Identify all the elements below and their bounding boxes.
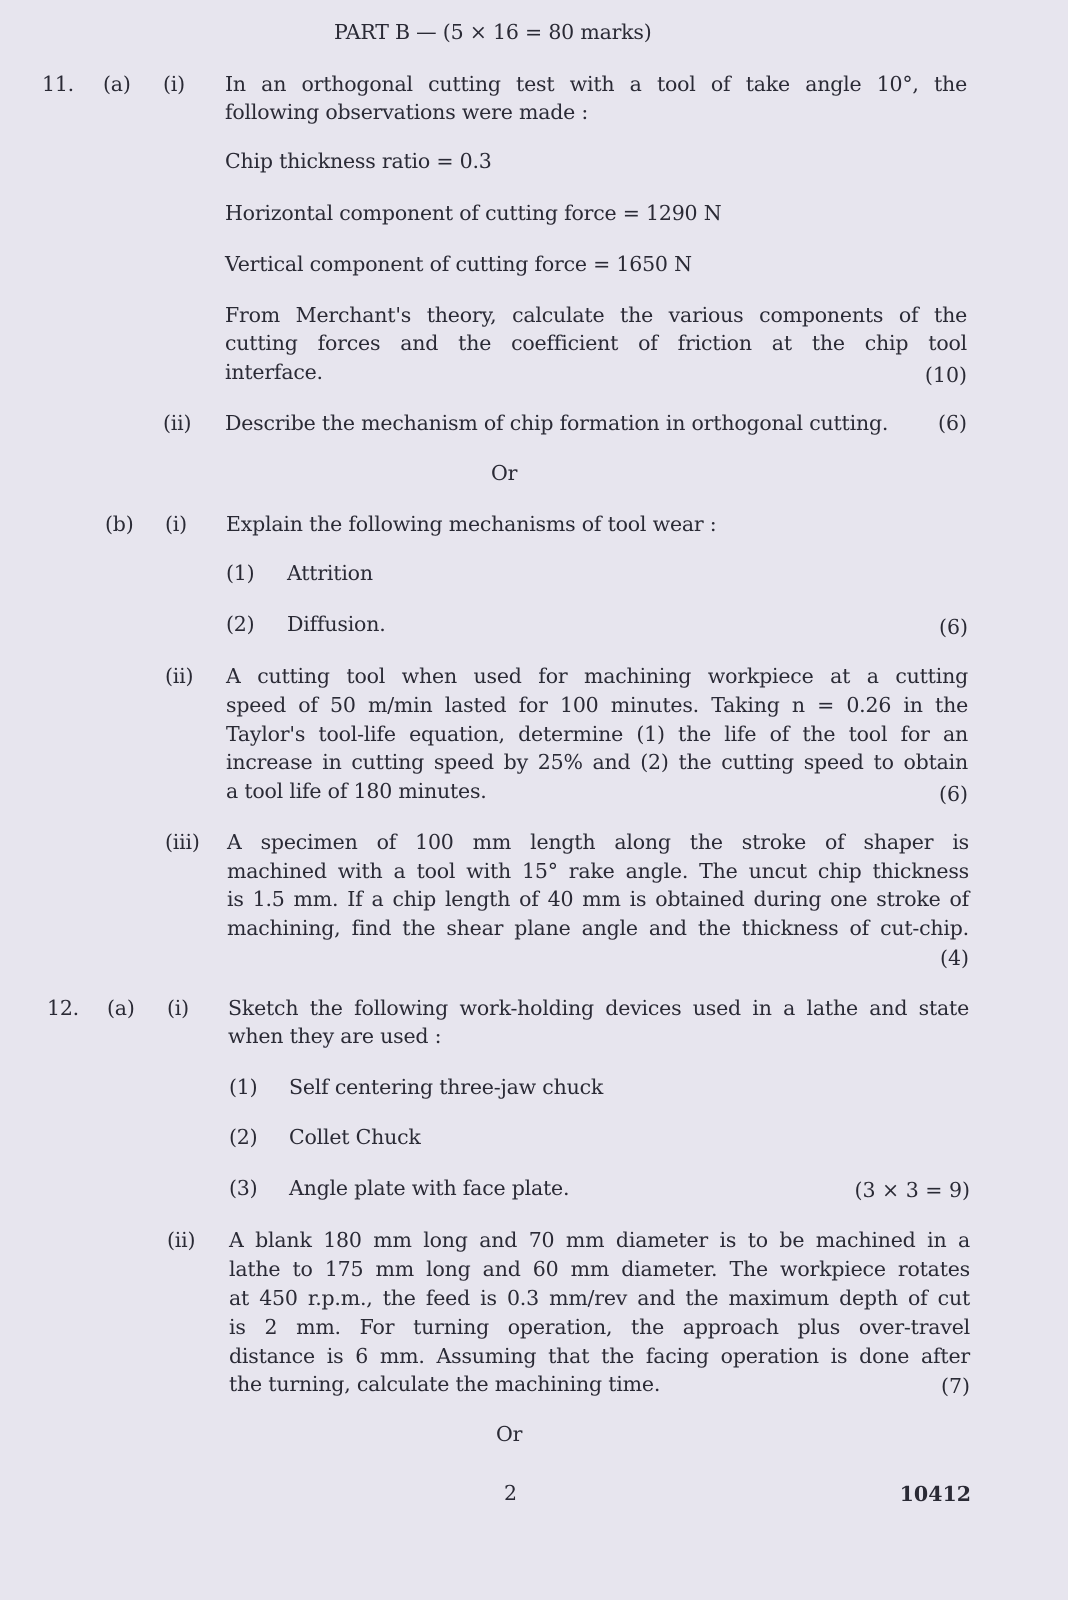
text-line: Taylor's tool-life equation, determine (1) the life of the tool for an — [226, 722, 968, 746]
question-number: 12. — [47, 996, 80, 1020]
item-text: Diffusion. — [287, 612, 386, 636]
text-line: cutting forces and the coefficient of friction at the chip tool — [225, 331, 967, 355]
text-line: machined with a tool with 15° rake angle. The uncut chip thickness — [227, 859, 969, 883]
text-line: a tool life of 180 minutes. — [226, 779, 487, 803]
text-line: following observations were made : — [225, 100, 589, 124]
item-text: Collet Chuck — [289, 1125, 421, 1149]
marks: (6) — [937, 411, 967, 435]
observation: Vertical component of cutting force = 1650 N — [225, 252, 692, 276]
text-line: In an orthogonal cutting test with a tool of take angle 10°, the — [225, 72, 967, 96]
text-line: speed of 50 m/min lasted for 100 minutes. Taking n = 0.26 in the — [226, 693, 968, 717]
item-number: (2) — [229, 1125, 258, 1149]
text-line: is 1.5 mm. If a chip length of 40 mm is obtained during one stroke of — [227, 887, 969, 911]
text-line: increase in cutting speed by 25% and (2) the cutting speed to obtain — [226, 750, 968, 774]
paper-code: 10412 — [899, 1482, 971, 1506]
text-line: at 450 r.p.m., the feed is 0.3 mm/rev and the maximum depth of cut — [229, 1286, 970, 1310]
text-line: distance is 6 mm. Assuming that the facing operation is done after — [229, 1344, 970, 1368]
part-label: (a) — [103, 72, 131, 96]
subpart-label: (iii) — [165, 830, 200, 854]
item-number: (3) — [229, 1176, 258, 1200]
text-line: machining, find the shear plane angle and the thickness of cut-chip. — [227, 916, 969, 940]
item-text: Angle plate with face plate. — [289, 1176, 570, 1200]
part-label: (b) — [105, 512, 134, 536]
or-separator: Or — [496, 1422, 523, 1446]
part-heading: PART B — (5 × 16 = 80 marks) — [334, 20, 652, 44]
text-line: is 2 mm. For turning operation, the approach plus over-travel — [229, 1315, 970, 1339]
subpart-label: (i) — [163, 72, 185, 96]
item-number: (2) — [226, 612, 255, 636]
text-line: when they are used : — [228, 1024, 442, 1048]
subpart-label: (i) — [167, 996, 189, 1020]
item-text: Attrition — [287, 561, 373, 585]
page-number: 2 — [504, 1481, 517, 1505]
or-separator: Or — [491, 461, 518, 485]
item-number: (1) — [226, 561, 255, 585]
subpart-label: (ii) — [167, 1228, 196, 1252]
marks: (10) — [924, 363, 967, 387]
subpart-label: (ii) — [165, 664, 194, 688]
item-number: (1) — [229, 1075, 258, 1099]
observation: Chip thickness ratio = 0.3 — [225, 149, 492, 173]
text-line: Explain the following mechanisms of tool wear : — [226, 512, 717, 536]
item-text: Self centering three-jaw chuck — [289, 1075, 604, 1099]
text-line: A specimen of 100 mm length along the stroke of shaper is — [227, 830, 969, 854]
subpart-label: (i) — [165, 512, 187, 536]
text-line: lathe to 175 mm long and 60 mm diameter. The workpiece rotates — [229, 1257, 970, 1281]
marks: (4) — [939, 946, 969, 970]
marks: (6) — [938, 782, 968, 806]
text-line: interface. — [225, 360, 323, 384]
marks: (3 × 3 = 9) — [854, 1178, 970, 1202]
subpart-label: (ii) — [163, 411, 192, 435]
text-line: A blank 180 mm long and 70 mm diameter is to be machined in a — [229, 1228, 970, 1252]
text-line: Describe the mechanism of chip formation in orthogonal cutting. — [225, 411, 889, 435]
part-label: (a) — [107, 996, 135, 1020]
observation: Horizontal component of cutting force = 1290 N — [225, 201, 722, 225]
marks: (7) — [940, 1374, 970, 1398]
marks: (6) — [938, 615, 968, 639]
question-number: 11. — [42, 72, 75, 96]
text-line: the turning, calculate the machining time. — [229, 1372, 661, 1396]
text-line: Sketch the following work-holding devices used in a lathe and state — [228, 996, 969, 1020]
text-line: A cutting tool when used for machining workpiece at a cutting — [226, 664, 968, 688]
text-line: From Merchant's theory, calculate the various components of the — [225, 303, 967, 327]
